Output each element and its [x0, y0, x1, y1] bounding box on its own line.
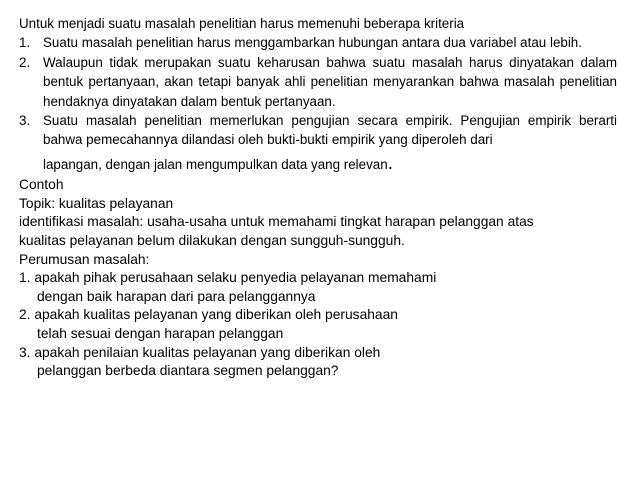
perumusan-item-line: 2. apakah kualitas pelayanan yang diberikan oleh perusahaan — [19, 307, 398, 323]
perumusan-heading: Perumusan masalah: — [19, 251, 150, 267]
perumusan-item-line: pelanggan berbeda diantara segmen pelanggan? — [37, 363, 339, 379]
perumusan-item-line: 1. apakah pihak perusahaan selaku penyedia pelayanan memahami — [19, 270, 437, 286]
criteria-text: Suatu masalah penelitian memerlukan pengujian secara empirik. Pengujian empirik berarti bahwa pemecahannya dilandasi oleh bukti-bukti empirik yang diperoleh dari — [43, 113, 617, 148]
criteria-text: Walaupun tidak merupakan suatu keharusan bahwa suatu masalah harus dinyatakan dalam bentuk pertanyaan, akan tetapi banyak ahli penelitian menyarankan bahwa masalah penelitian hendaknya dinyatakan dalam bentuk pertanyaan. — [43, 54, 617, 109]
identifikasi-line-1: identifikasi masalah: usaha-usaha untuk memahami tingkat harapan pelanggan atas — [19, 214, 534, 230]
perumusan-item-line: telah sesuai dengan harapan pelanggan — [37, 326, 284, 341]
contoh-heading: Contoh — [19, 177, 64, 193]
criteria-text: Suatu masalah penelitian harus menggambarkan hubungan antara dua variabel atau lebih. — [43, 35, 582, 51]
criteria-item — [19, 53, 617, 111]
criteria-number: 3. — [19, 113, 31, 129]
intro-text: Untuk menjadi suatu masalah penelitian harus memenuhi beberapa kriteria — [19, 16, 465, 31]
perumusan-item-line: dengan baik harapan dari para pelanggannya — [37, 288, 316, 304]
criteria-item — [19, 33, 617, 52]
contoh-section — [19, 176, 617, 381]
criteria-number: 2. — [19, 54, 31, 70]
identifikasi-line-2: kualitas pelayanan belum dilakukan dengan sungguh-sungguh. — [19, 233, 405, 249]
criteria-tail-text: lapangan, dengan jalan mengumpulkan data yang relevan — [43, 156, 388, 172]
criteria-item — [19, 111, 617, 174]
topik-line: Topik: kualitas pelayanan — [19, 195, 174, 211]
criteria-number: 1. — [19, 35, 31, 51]
criteria-text-tail — [43, 150, 617, 174]
criteria-list — [19, 33, 617, 174]
perumusan-item-line: 3. apakah penilaian kualitas pelayanan yang diberikan oleh — [19, 344, 381, 360]
criteria-tail-punct: . — [387, 152, 393, 174]
slide-content — [19, 14, 617, 381]
